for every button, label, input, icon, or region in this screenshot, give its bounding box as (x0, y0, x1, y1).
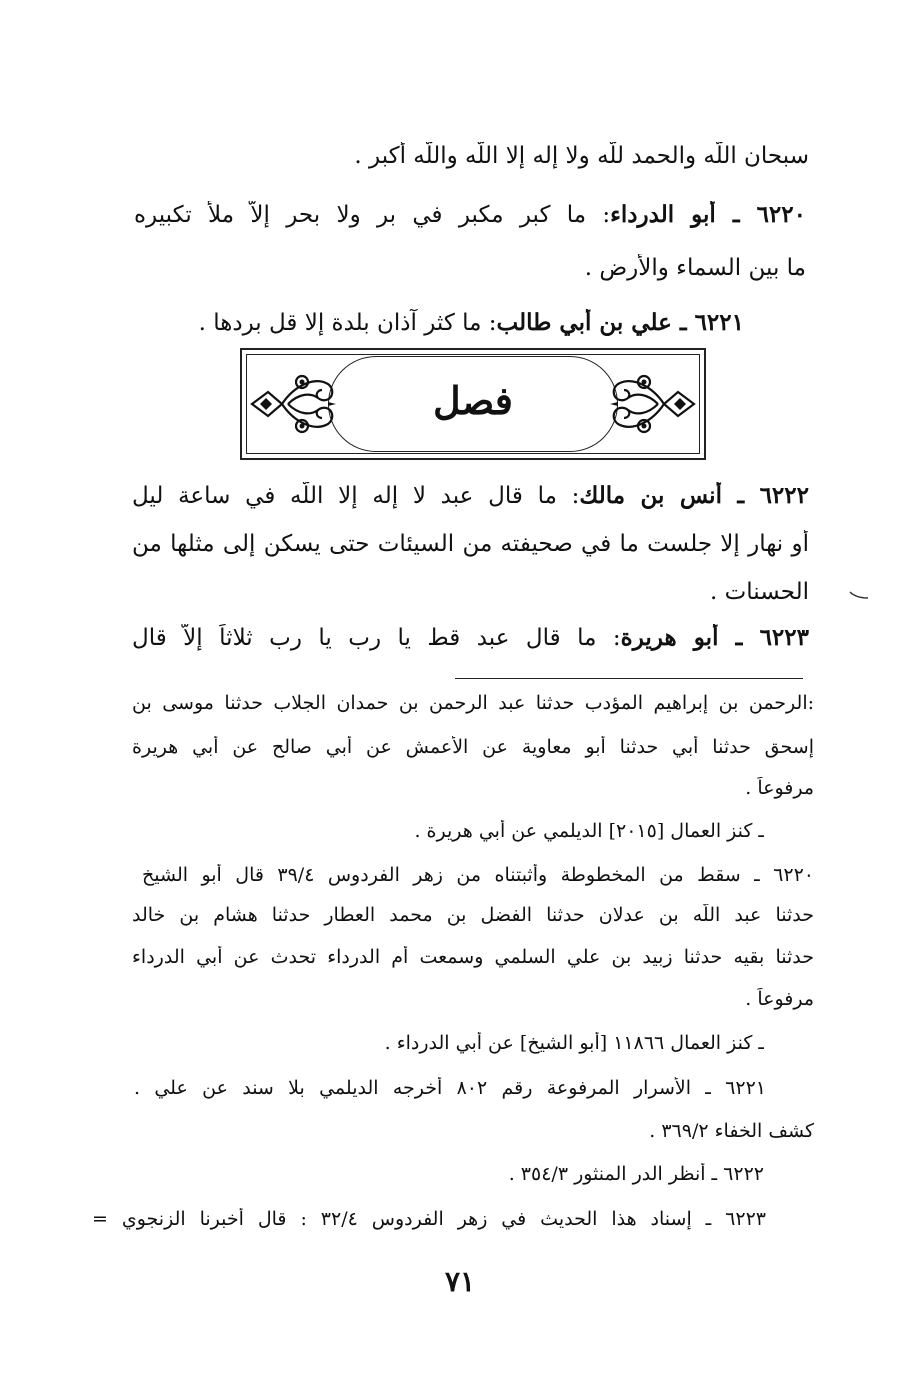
footnote-line-10: ٦٢٢١ ـ الأسرار المرفوعة رقم ٨٠٢ أخرجه الديلمي بلا سند عن علي . (134, 1077, 766, 1099)
hadith-6222 (132, 482, 809, 511)
hadith-number: ٦٢٢٣ ـ (718, 624, 809, 651)
hadith-text: : ما قال عبد لا إله إلا اللّه في ساعة ليل (132, 483, 580, 509)
section-title: فصل (433, 378, 513, 423)
footnote-line-11: كشف الخفاء ٣٦٩/٢ . (649, 1120, 814, 1142)
footnote-line-9: ـ كنز العمال ١١٨٦٦ [أبو الشيخ] عن أبي الدرداء . (384, 1032, 764, 1054)
narrator-name: أنس بن مالك (579, 482, 722, 509)
right-arabesque-ornament-icon (606, 362, 698, 446)
hadith-text: : ما قال عبد قط يا رب يا رب ثلاثاً إلاّ قال (132, 625, 621, 651)
hadith-6220-continued: ما بين السماء والأرض . (584, 255, 806, 281)
footnote-line-8: مرفوعاً . (745, 988, 814, 1010)
footnote-line-13: ٦٢٢٣ ـ إسناد هذا الحديث في زهر الفردوس ٣٢/٤ : قال أخبرنا الزنجوي = (92, 1208, 766, 1230)
footnote-line-12: ٦٢٢٢ ـ أنظر الدر المنثور ٣٥٤/٣ . (508, 1163, 764, 1185)
footnote-line-5: ٦٢٢٠ ـ سقط من المخطوطة وأثبتناه من زهر الفردوس ٣٩/٤ قال أبو الشيخ (142, 864, 814, 886)
hadith-6221 (144, 309, 744, 338)
footnote-separator (455, 678, 803, 679)
narrator-name: علي بن أبي طالب (496, 309, 672, 336)
hadith-6222-continued-1: أو نهار إلا جلست ما في صحيفته من السيئات حتى يسكن إلى مثلها من (132, 531, 809, 557)
hadith-6222-continued-2: الحسنات . (710, 579, 809, 605)
hadith-number: ٦٢٢٠ ـ (715, 201, 806, 228)
hadith-6223 (132, 624, 809, 653)
hadith-text: : ما كثر آذان بلدة إلا قل بردها . (198, 310, 497, 336)
left-arabesque-ornament-icon (248, 362, 340, 446)
hadith-number: ٦٢٢١ ـ (671, 309, 744, 336)
footnote-line-1: :الرحمن بن إبراهيم المؤدب حدثنا عبد الرحمن بن حمدان الجلاب حدثنا موسى بن (132, 692, 814, 714)
page-number: ٧١ (444, 1265, 476, 1298)
footnote-line-3: مرفوعاً . (745, 777, 814, 799)
hadith-6220 (134, 201, 806, 230)
hadith-text: : ما كبر مكبر في بر ولا بحر إلاّ ملأ تكبيره (134, 202, 611, 228)
footnote-line-6: حدثنا عبد اللّه بن عدلان حدثنا الفضل بن محمد العطار حدثنا هشام بن خالد (132, 904, 814, 926)
narrator-name: أبو الدرداء (610, 201, 716, 228)
footnote-line-2: إسحق حدثنا أبي حدثنا أبو معاوية عن الأعمش عن أبي صالح عن أبي هريرة (132, 736, 814, 758)
footnote-line-4: ـ كنز العمال [٢٠١٥] الديلمي عن أبي هريرة . (414, 820, 764, 842)
margin-pen-mark (848, 586, 870, 602)
narrator-name: أبو هريرة (620, 624, 719, 651)
footnote-line-7: حدثنا بقيه حدثنا زبيد بن علي السلمي وسمعت أم الدرداء تحدث عن أبي الدرداء (132, 946, 814, 968)
hadith-number: ٦٢٢٢ ـ (721, 482, 809, 509)
main-line-1: سبحان اللّه والحمد للّه ولا إله إلا اللّه واللّه أكبر . (354, 143, 809, 169)
